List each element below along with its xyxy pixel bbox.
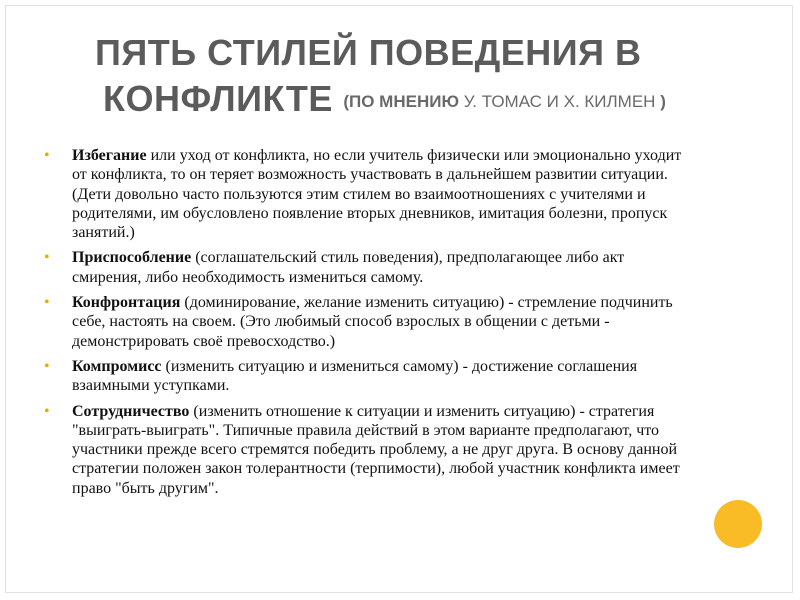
item-text: (изменить ситуацию и измениться самому) - достижение соглашения взаимными уступками. xyxy=(72,357,638,395)
bullet-icon: • xyxy=(44,402,50,420)
decorative-circle-icon xyxy=(714,500,762,548)
item-text: (изменить отношение к ситуации и изменить ситуацию) - стратегия "выиграть-выиграть". Типичные правила действий в этом варианте предполагают, что участники прежде всего стремятся победить проблему, а не друг друга. В основу данной стратегии положен закон толерантности (терпимости), любой участник конфликта имеет право "быть другим". xyxy=(72,402,680,497)
subtitle-prefix: (ПО МНЕНИЮ xyxy=(343,92,464,111)
list-item xyxy=(44,402,684,498)
title-subtitle xyxy=(343,92,666,111)
bullet-icon: • xyxy=(44,147,50,164)
bullet-icon: • xyxy=(44,357,50,375)
item-text: (доминирование, желание изменить ситуацию) - стремление подчинить себе, настоять на своем. (Это любимый способ взрослых в общении с детьми - демонстрировать своё превосходство.) xyxy=(72,294,673,350)
list-item xyxy=(44,146,684,242)
item-text: или уход от конфликта, но если учитель физически или эмоционально уходит от конфликта, то он теряет возможность участвовать в дальнейшем развитии ситуации. (Дети довольно часто пользуются этим стилем во взаимоотношениях с учителями и родителями, им обусловлено появление вторых дневников, имитация болезни, пропуск занятий.) xyxy=(72,147,682,242)
subtitle-authors: У. ТОМАС И Х. КИЛМЕН xyxy=(463,92,656,111)
list-item xyxy=(44,293,684,351)
subtitle-suffix: ) xyxy=(655,92,666,111)
item-term: Сотрудничество xyxy=(72,402,190,420)
item-term: Компромисс xyxy=(72,357,162,375)
title-line-1: ПЯТЬ СТИЛЕЙ ПОВЕДЕНИЯ В xyxy=(95,32,642,73)
item-text: (соглашательский стиль поведения), предполагающее либо акт смирения, либо необходимость измениться самому. xyxy=(72,249,625,286)
list-item xyxy=(44,248,684,287)
item-term: Приспособление xyxy=(72,249,192,267)
item-term: Конфронтация xyxy=(72,294,181,312)
list-item xyxy=(44,357,684,396)
bullet-icon: • xyxy=(44,249,50,267)
bullet-list xyxy=(44,146,684,504)
title-line-2 xyxy=(95,76,755,125)
slide-title xyxy=(95,30,755,125)
item-term: Избегание xyxy=(72,147,147,164)
title-word-conflict: КОНФЛИКТЕ xyxy=(103,78,333,119)
bullet-icon: • xyxy=(44,294,50,312)
